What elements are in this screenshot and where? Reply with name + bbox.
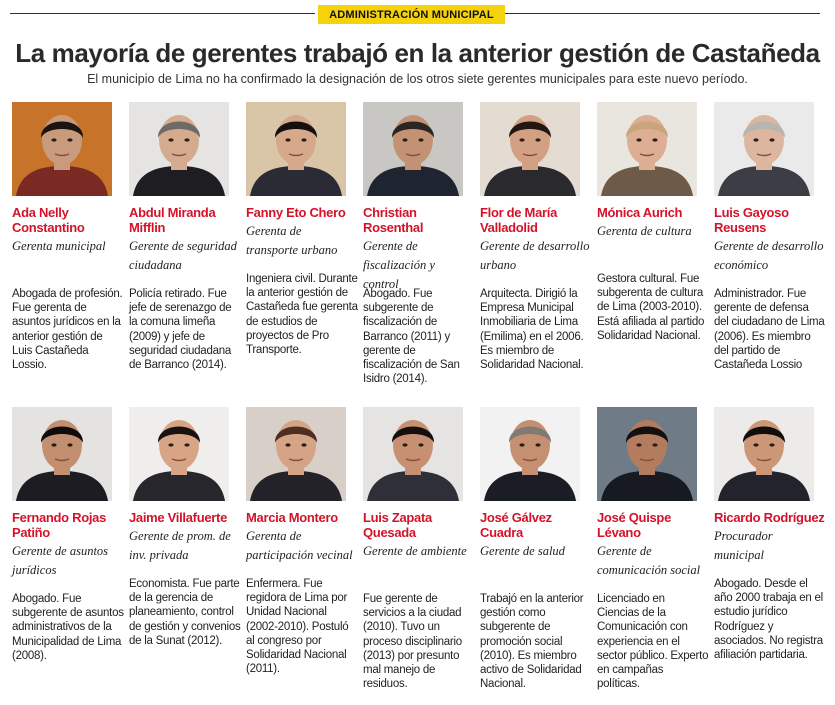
official-bio: Abogado. Desde el año 2000 trabaja en el estudio jurídico Rodríguez y asociados. No registra afiliación partidaria. bbox=[714, 578, 823, 662]
official-card bbox=[714, 407, 824, 662]
official-role: Gerente de asuntos jurídicos bbox=[12, 544, 109, 577]
official-card bbox=[597, 102, 707, 343]
official-role: Gerenta de participación vecinal bbox=[246, 529, 353, 562]
official-bio: Administrador. Fue gerente de defensa del ciudadano de Lima (2006). Es miembro del partido de Castañeda Lossio bbox=[714, 288, 825, 372]
official-card bbox=[597, 407, 707, 691]
section-tag: ADMINISTRACIÓN MUNICIPAL bbox=[318, 5, 505, 24]
section-header bbox=[0, 3, 835, 25]
official-bio: Gestora cultural. Fue subgerenta de cultura de Lima (2003-2010). Está afiliada al partido Solidaridad Nacional. bbox=[597, 273, 705, 342]
portrait-photo bbox=[597, 407, 697, 501]
portrait-photo bbox=[129, 102, 229, 196]
headline: La mayoría de gerentes trabajó en la anterior gestión de Castañeda bbox=[15, 38, 820, 68]
official-name: Fernando Rojas Patiño bbox=[12, 510, 107, 540]
official-name: Mónica Aurich bbox=[597, 205, 683, 220]
official-card bbox=[714, 102, 824, 372]
portrait-photo bbox=[12, 407, 112, 501]
official-bio: Licenciado en Ciencias de la Comunicación con experiencia en el sector público. Experto en campañas políticas. bbox=[597, 593, 709, 691]
portrait-photo bbox=[480, 102, 580, 196]
subheadline: El municipio de Lima no ha confirmado la designación de los otros siete gerentes municipales para este nuevo período. bbox=[87, 72, 748, 86]
header-rule-right bbox=[505, 13, 820, 14]
official-card bbox=[129, 102, 239, 372]
portrait-photo bbox=[480, 407, 580, 501]
official-role: Gerenta municipal bbox=[12, 239, 106, 253]
portrait-photo bbox=[363, 102, 463, 196]
official-name: Flor de María Valladolid bbox=[480, 205, 558, 235]
official-name: Abdul Miranda Mifflin bbox=[129, 205, 216, 235]
official-card bbox=[246, 102, 356, 357]
official-card bbox=[246, 407, 356, 676]
official-card bbox=[12, 102, 122, 372]
official-role: Gerente de seguridad ciudadana bbox=[129, 239, 237, 272]
official-name: Luis Gayoso Reusens bbox=[714, 205, 789, 235]
official-name: Fanny Eto Chero bbox=[246, 205, 346, 220]
official-bio: Fue gerente de servicios a la ciudad (2010). Tuvo un proceso disciplinario (2013) por presunto mal manejo de residuos. bbox=[363, 593, 462, 691]
official-role: Gerenta de transporte urbano bbox=[246, 224, 338, 257]
portrait-photo bbox=[246, 407, 346, 501]
portrait-photo bbox=[597, 102, 697, 196]
official-card bbox=[480, 102, 590, 372]
official-role: Gerente de salud bbox=[480, 544, 565, 558]
official-bio: Abogada de profesión. Fue gerenta de asuntos jurídicos en la anterior gestión de Luis Castañeda Lossio. bbox=[12, 288, 123, 372]
official-name: Marcia Montero bbox=[246, 510, 338, 525]
official-card bbox=[363, 407, 473, 691]
official-name: Ada Nelly Constantino bbox=[12, 205, 85, 235]
official-bio: Abogado. Fue subgerente de fiscalización de Barranco (2011) y gerente de fiscalización de San Isidro (2014). bbox=[363, 288, 460, 386]
portrait-photo bbox=[246, 102, 346, 196]
portrait-photo bbox=[12, 102, 112, 196]
official-name: José Quispe Lévano bbox=[597, 510, 672, 540]
official-card bbox=[129, 407, 239, 648]
official-role: Gerente de fiscalización y control bbox=[363, 239, 435, 291]
portrait-photo bbox=[129, 407, 229, 501]
portrait-photo bbox=[363, 407, 463, 501]
official-role: Gerente de desarrollo económico bbox=[714, 239, 824, 272]
official-card bbox=[480, 407, 590, 691]
header-rule-left bbox=[10, 13, 315, 14]
official-name: José Gálvez Cuadra bbox=[480, 510, 552, 540]
official-role: Procurador municipal bbox=[714, 529, 773, 562]
official-name: Ricardo Rodríguez bbox=[714, 510, 825, 525]
official-role: Gerente de comunicación social bbox=[597, 544, 701, 577]
official-role: Gerenta de cultura bbox=[597, 224, 692, 238]
official-bio: Enfermera. Fue regidora de Lima por Unidad Nacional (2002-2010). Postuló al congreso por Solidaridad Nacional (2011). bbox=[246, 578, 349, 676]
official-role: Gerente de ambiente bbox=[363, 544, 467, 558]
portrait-photo bbox=[714, 102, 814, 196]
portrait-photo bbox=[714, 407, 814, 501]
official-bio: Abogado. Fue subgerente de asuntos administrativos de la Municipalidad de Lima (2008). bbox=[12, 593, 124, 662]
official-bio: Policía retirado. Fue jefe de serenazgo de la comuna limeña (2009) y jefe de seguridad ciudadana de Barranco (2014). bbox=[129, 288, 232, 372]
official-role: Gerente de prom. de inv. privada bbox=[129, 529, 231, 562]
official-role: Gerente de desarrollo urbano bbox=[480, 239, 590, 272]
official-name: Luis Zapata Quesada bbox=[363, 510, 432, 540]
official-bio: Arquitecta. Dirigió la Empresa Municipal Inmobiliaria de Lima (Emilima) en el 2006. Es miembro de Solidaridad Nacional. bbox=[480, 288, 584, 372]
official-bio: Ingeniera civil. Durante la anterior gestión de Castañeda fue gerenta de estudios de proyectos de Pro Transporte. bbox=[246, 273, 358, 357]
official-card bbox=[12, 407, 122, 663]
official-bio: Trabajó en la anterior gestión como subgerente de promoción social (2010). Es miembro activo de Solidaridad Nacional. bbox=[480, 593, 584, 691]
official-name: Christian Rosenthal bbox=[363, 205, 424, 235]
official-bio: Economista. Fue parte de la gerencia de planeamiento, control de gestión y convenios de la Sunat (2012). bbox=[129, 578, 241, 647]
official-card bbox=[363, 102, 473, 386]
official-name: Jaime Villafuerte bbox=[129, 510, 227, 525]
